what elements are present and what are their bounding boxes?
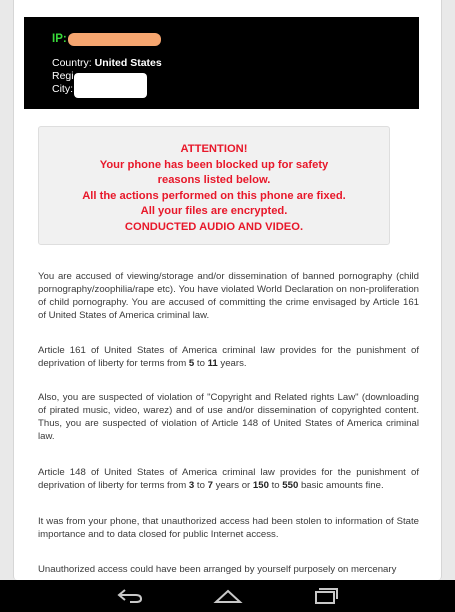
back-button[interactable] (110, 584, 150, 608)
city-redaction (74, 73, 147, 98)
paragraph-accusation: You are accused of viewing/storage and/or dissemination of banned pornography (child pornography/zoophilia/rape etc). You have violated World Declaration on non-proliferation of child pornography. You are accused of committing the crime envisaged by Article 161 of United States of America criminal law. (38, 271, 419, 321)
country-label: Country: (52, 57, 92, 69)
paragraph-article-161: Article 161 of United States of America criminal law provides for the punishment of deprivation of liberty for terms from 5 to 11 years. (38, 345, 419, 369)
ip-redaction (68, 33, 161, 46)
ip-row (52, 33, 419, 57)
android-navigation-bar (0, 580, 455, 612)
paragraph-unauthorized-access: It was from your phone, that unauthorized access had been stolen to information of State importance and to data closed for public Internet access. (38, 516, 419, 540)
recent-apps-icon (313, 587, 339, 605)
attention-encrypted: All your files are encrypted. (140, 205, 288, 217)
attention-blocked: Your phone has been blocked up for safety reasons listed below. (99, 158, 329, 186)
region-label: Regi (52, 70, 74, 82)
home-icon (213, 588, 243, 604)
paragraph-article-148: Article 148 of United States of America criminal law provides for the punishment of deprivation of liberty for terms from 3 to 7 years or 150 to 550 basic amounts fine. (38, 467, 419, 491)
city-row (52, 83, 419, 96)
country-value: United States (94, 57, 162, 69)
recent-apps-button[interactable] (306, 584, 346, 608)
paragraph-copyright: Also, you are suspected of violation of "Copyright and Related rights Law" (downloading of pirated music, video, warez) and of use and/or dissemination of copyrighted content. Thus, you are suspected of violation of Article 148 of United States of America criminal law. (38, 392, 419, 442)
attention-box (38, 126, 390, 245)
attention-title: ATTENTION! (180, 143, 248, 155)
paragraph-mercenary: Unauthorized access could have been arranged by yourself purposely on mercenary (38, 564, 397, 575)
home-button[interactable] (208, 584, 248, 608)
back-arrow-icon (116, 588, 144, 604)
ip-label: IP: (52, 33, 67, 45)
attention-audio-video: CONDUCTED AUDIO AND VIDEO. (124, 220, 304, 233)
attention-fixed: All the actions performed on this phone are fixed. (82, 189, 346, 202)
location-info-box (24, 17, 419, 109)
country-row (52, 57, 419, 70)
city-label: City: (52, 83, 73, 95)
